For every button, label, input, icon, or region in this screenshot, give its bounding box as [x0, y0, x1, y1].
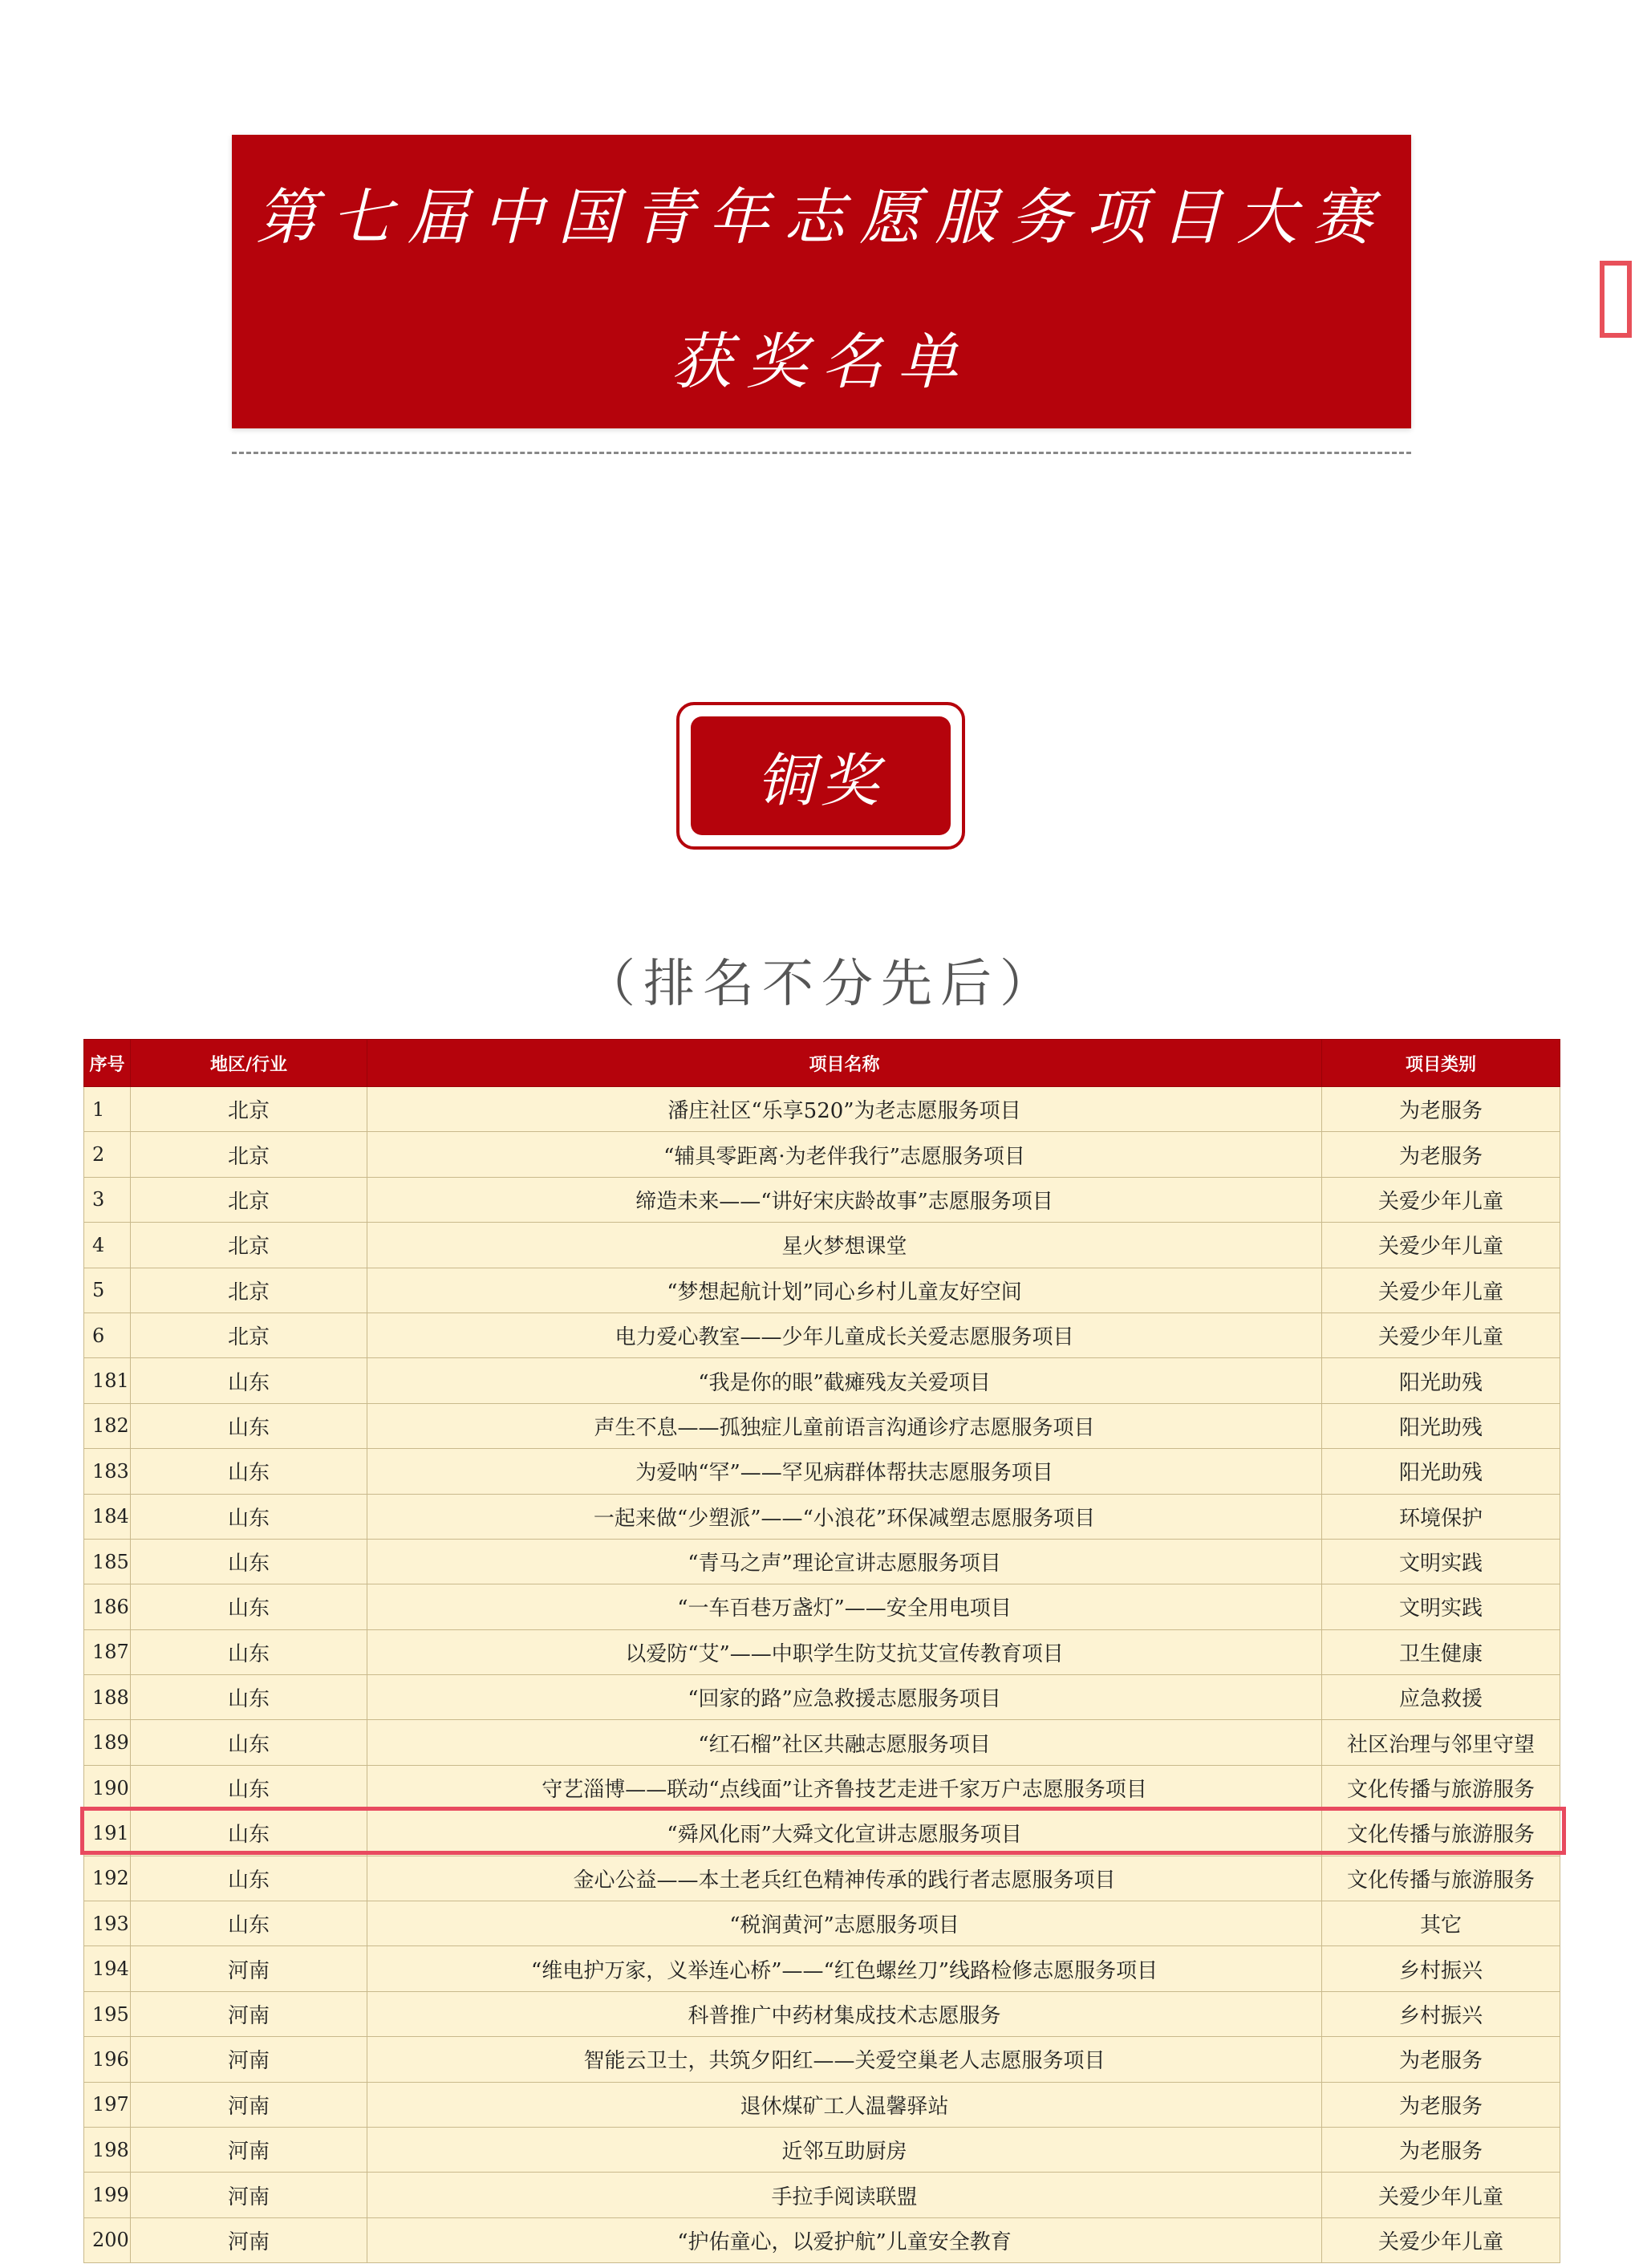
row-project-name: “红石榴”社区共融志愿服务项目 — [367, 1720, 1322, 1765]
row-region: 山东 — [131, 1720, 367, 1765]
row-region: 山东 — [131, 1811, 367, 1856]
row-region: 山东 — [131, 1403, 367, 1448]
row-number: 4 — [84, 1223, 131, 1268]
row-number: 1 — [84, 1087, 131, 1132]
title-banner — [232, 135, 1411, 428]
table-header-row — [84, 1040, 1560, 1087]
row-category: 关爱少年儿童 — [1322, 1177, 1560, 1222]
row-category: 乡村振兴 — [1322, 1946, 1560, 1991]
table-row — [84, 1268, 1560, 1313]
row-project-name: 一起来做“少塑派”——“小浪花”环保减塑志愿服务项目 — [367, 1494, 1322, 1539]
table-row — [84, 1946, 1560, 1991]
row-region: 北京 — [131, 1268, 367, 1313]
row-project-name: “维电护万家，义举连心桥”——“红色螺丝刀”线路检修志愿服务项目 — [367, 1946, 1322, 1991]
row-region: 山东 — [131, 1901, 367, 1946]
row-number: 185 — [84, 1539, 131, 1584]
row-number: 184 — [84, 1494, 131, 1539]
table-body — [84, 1087, 1560, 2263]
table-row — [84, 1539, 1560, 1584]
header-project-name: 项目名称 — [367, 1040, 1322, 1087]
row-category: 关爱少年儿童 — [1322, 1268, 1560, 1313]
row-project-name: “梦想起航计划”同心乡村儿童友好空间 — [367, 1268, 1322, 1313]
table-row — [84, 2082, 1560, 2127]
row-project-name: 星火梦想课堂 — [367, 1223, 1322, 1268]
row-number: 193 — [84, 1901, 131, 1946]
row-project-name: 为爱呐“罕”——罕见病群体帮扶志愿服务项目 — [367, 1449, 1322, 1494]
row-region: 河南 — [131, 2037, 367, 2082]
row-project-name: 金心公益——本土老兵红色精神传承的践行者志愿服务项目 — [367, 1856, 1322, 1901]
row-number: 194 — [84, 1946, 131, 1991]
table-row — [84, 2037, 1560, 2082]
table-row — [84, 1765, 1560, 1810]
row-project-name: 潘庄社区“乐享520”为老志愿服务项目 — [367, 1087, 1322, 1132]
row-number: 198 — [84, 2127, 131, 2172]
table-row — [84, 1901, 1560, 1946]
table-row — [84, 1811, 1560, 1856]
row-project-name: “青马之声”理论宣讲志愿服务项目 — [367, 1539, 1322, 1584]
row-category: 阳光助残 — [1322, 1358, 1560, 1403]
row-project-name: “税润黄河”志愿服务项目 — [367, 1901, 1322, 1946]
row-region: 山东 — [131, 1765, 367, 1810]
row-region: 山东 — [131, 1675, 367, 1720]
row-category: 为老服务 — [1322, 2082, 1560, 2127]
row-number: 197 — [84, 2082, 131, 2127]
row-region: 河南 — [131, 2173, 367, 2217]
row-region: 山东 — [131, 1629, 367, 1674]
row-project-name: 守艺淄博——联动“点线面”让齐鲁技艺走进千家万户志愿服务项目 — [367, 1765, 1322, 1810]
row-region: 北京 — [131, 1132, 367, 1177]
row-category: 阳光助残 — [1322, 1403, 1560, 1448]
header-category: 项目类别 — [1322, 1040, 1560, 1087]
row-number: 190 — [84, 1765, 131, 1810]
row-region: 河南 — [131, 2082, 367, 2127]
row-category: 乡村振兴 — [1322, 1991, 1560, 2036]
row-region: 山东 — [131, 1539, 367, 1584]
header-region: 地区/行业 — [131, 1040, 367, 1087]
row-region: 山东 — [131, 1449, 367, 1494]
row-project-name: “我是你的眼”截瘫残友关爱项目 — [367, 1358, 1322, 1403]
row-category: 关爱少年儿童 — [1322, 2217, 1560, 2262]
row-number: 3 — [84, 1177, 131, 1222]
row-category: 应急救援 — [1322, 1675, 1560, 1720]
table-row — [84, 1449, 1560, 1494]
row-category: 阳光助残 — [1322, 1449, 1560, 1494]
row-category: 文化传播与旅游服务 — [1322, 1765, 1560, 1810]
banner-subtitle: 获奖名单 — [671, 326, 972, 397]
row-region: 山东 — [131, 1358, 367, 1403]
row-number: 195 — [84, 1991, 131, 2036]
row-project-name: “辅具零距离·为老伴我行”志愿服务项目 — [367, 1132, 1322, 1177]
table-row — [84, 2217, 1560, 2262]
row-category: 环境保护 — [1322, 1494, 1560, 1539]
row-number: 2 — [84, 1132, 131, 1177]
row-category: 其它 — [1322, 1901, 1560, 1946]
row-project-name: 手拉手阅读联盟 — [367, 2173, 1322, 2217]
row-project-name: 近邻互助厨房 — [367, 2127, 1322, 2172]
row-project-name: 退休煤矿工人温馨驿站 — [367, 2082, 1322, 2127]
row-number: 6 — [84, 1313, 131, 1357]
row-category: 为老服务 — [1322, 1087, 1560, 1132]
table-row — [84, 1087, 1560, 1132]
row-category: 为老服务 — [1322, 2127, 1560, 2172]
edge-frame-mark — [1600, 261, 1632, 338]
table-row — [84, 1313, 1560, 1357]
row-category: 卫生健康 — [1322, 1629, 1560, 1674]
award-table — [83, 1039, 1560, 2263]
table-row — [84, 1991, 1560, 2036]
row-number: 191 — [84, 1811, 131, 1856]
table-row — [84, 1177, 1560, 1222]
row-number: 187 — [84, 1629, 131, 1674]
table-row — [84, 2173, 1560, 2217]
row-number: 182 — [84, 1403, 131, 1448]
row-project-name: “回家的路”应急救援志愿服务项目 — [367, 1675, 1322, 1720]
award-badge — [676, 702, 965, 850]
ranking-note: （排名不分先后） — [584, 955, 1059, 1014]
row-number: 192 — [84, 1856, 131, 1901]
table-row — [84, 1223, 1560, 1268]
row-number: 183 — [84, 1449, 131, 1494]
table-row — [84, 1358, 1560, 1403]
row-region: 河南 — [131, 1991, 367, 2036]
row-number: 188 — [84, 1675, 131, 1720]
table-row — [84, 1584, 1560, 1629]
row-project-name: “一车百巷万盏灯”——安全用电项目 — [367, 1584, 1322, 1629]
row-region: 山东 — [131, 1494, 367, 1539]
row-region: 山东 — [131, 1584, 367, 1629]
row-project-name: 智能云卫士，共筑夕阳红——关爱空巢老人志愿服务项目 — [367, 2037, 1322, 2082]
table-row — [84, 1856, 1560, 1901]
row-project-name: “舜风化雨”大舜文化宣讲志愿服务项目 — [367, 1811, 1322, 1856]
table-row — [84, 1675, 1560, 1720]
row-category: 文化传播与旅游服务 — [1322, 1856, 1560, 1901]
row-region: 河南 — [131, 2217, 367, 2262]
row-region: 河南 — [131, 1946, 367, 1991]
row-region: 北京 — [131, 1087, 367, 1132]
row-region: 北京 — [131, 1223, 367, 1268]
row-number: 200 — [84, 2217, 131, 2262]
table-row — [84, 2127, 1560, 2172]
row-region: 河南 — [131, 2127, 367, 2172]
table-row — [84, 1494, 1560, 1539]
row-category: 关爱少年儿童 — [1322, 1223, 1560, 1268]
row-number: 181 — [84, 1358, 131, 1403]
row-category: 文明实践 — [1322, 1584, 1560, 1629]
row-number: 189 — [84, 1720, 131, 1765]
row-project-name: 以爱防“艾”——中职学生防艾抗艾宣传教育项目 — [367, 1629, 1322, 1674]
row-project-name: 科普推广中药材集成技术志愿服务 — [367, 1991, 1322, 2036]
row-project-name: “护佑童心，以爱护航”儿童安全教育 — [367, 2217, 1322, 2262]
row-category: 文明实践 — [1322, 1539, 1560, 1584]
table-row — [84, 1132, 1560, 1177]
row-region: 山东 — [131, 1856, 367, 1901]
header-number: 序号 — [84, 1040, 131, 1087]
row-project-name: 缔造未来——“讲好宋庆龄故事”志愿服务项目 — [367, 1177, 1322, 1222]
row-project-name: 电力爱心教室——少年儿童成长关爱志愿服务项目 — [367, 1313, 1322, 1357]
table-row — [84, 1403, 1560, 1448]
row-region: 北京 — [131, 1313, 367, 1357]
row-category: 关爱少年儿童 — [1322, 2173, 1560, 2217]
row-project-name: 声生不息——孤独症儿童前语言沟通诊疗志愿服务项目 — [367, 1403, 1322, 1448]
table-row — [84, 1629, 1560, 1674]
row-region: 北京 — [131, 1177, 367, 1222]
row-number: 196 — [84, 2037, 131, 2082]
row-category: 社区治理与邻里守望 — [1322, 1720, 1560, 1765]
row-category: 为老服务 — [1322, 2037, 1560, 2082]
row-number: 5 — [84, 1268, 131, 1313]
dashed-divider — [232, 452, 1411, 454]
banner-title: 第七届中国青年志愿服务项目大赛 — [256, 181, 1387, 253]
row-category: 关爱少年儿童 — [1322, 1313, 1560, 1357]
row-number: 186 — [84, 1584, 131, 1629]
award-level-label: 铜奖 — [691, 716, 951, 835]
row-category: 为老服务 — [1322, 1132, 1560, 1177]
row-number: 199 — [84, 2173, 131, 2217]
row-category: 文化传播与旅游服务 — [1322, 1811, 1560, 1856]
table-row — [84, 1720, 1560, 1765]
